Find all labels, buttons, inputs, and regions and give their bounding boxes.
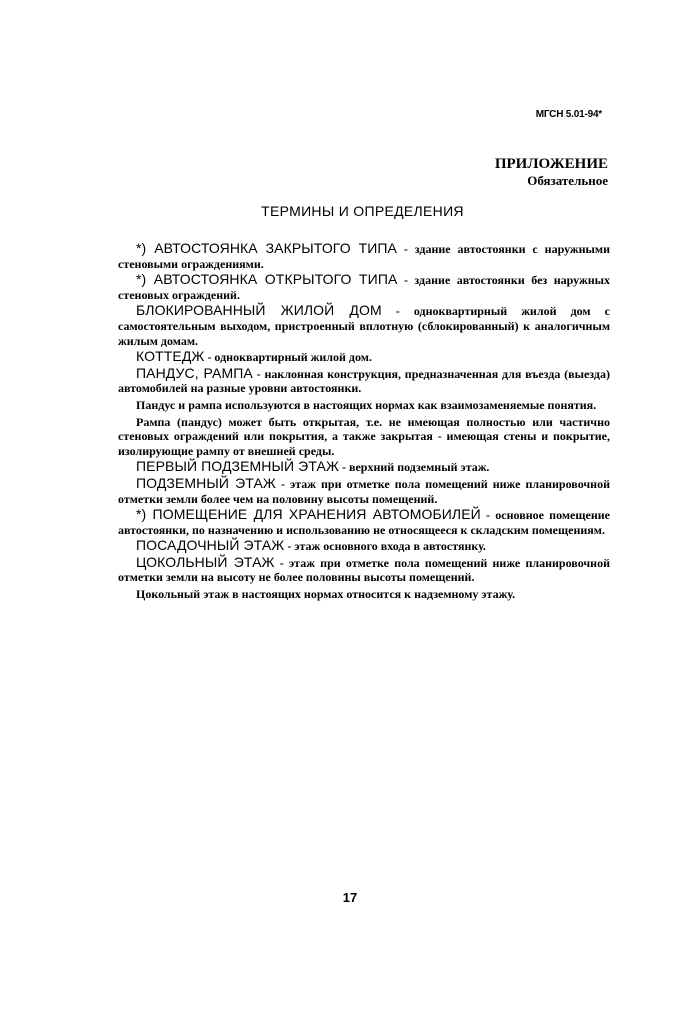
definition-text: - этаж при отметке пола помещений ниже планировочной отметки земли на высоту не более половины высоты помещений. [118,555,610,585]
definitions-body [118,241,610,603]
definition-text: - одноквартирный жилой дом. [204,350,372,365]
page-number: 17 [342,890,358,905]
definition-paragraph [118,507,610,537]
definition-paragraph [118,586,610,602]
definition-term: *) АВТОСТОЯНКА ОТКРЫТОГО ТИПА [136,271,398,288]
definition-text: - здание автостоянки без наружных стеновых ограждений. [118,273,610,302]
definition-term: *) АВТОСТОЯНКА ЗАКРЫТОГО ТИПА [136,240,397,256]
definition-paragraph [118,241,610,271]
definition-paragraph [118,459,610,475]
definition-term: БЛОКИРОВАННЫЙ ЖИЛОЙ ДОМ [136,302,382,319]
definition-paragraph [118,476,610,506]
definition-text: - одноквартирный жилой дом с самостоятельным выходом, пристроенный вплотную (сблокированный) к аналогичным жилым домам. [118,304,611,348]
appendix-subtitle: Обязательное [527,173,608,188]
definition-text: Рампа (пандус) может быть открытая, т.е. не имеющая полностью или частично стеновых ограждений или покрытия, а также закрытая - имеющая стены и покрытие, изолирующие рампу от внешней среды. [118,414,610,458]
definition-text: Пандус и рампа используются в настоящих нормах как взаимозаменяемые понятия. [136,397,597,412]
document-code: МГСН 5.01-94* [535,109,602,120]
definition-text: - основное помещение автостоянки, по назначению и использованию не относящееся к складским помещениям. [118,508,610,537]
definition-text: Цокольный этаж в настоящих нормах относится к надземному этажу. [136,587,516,602]
definition-paragraph [118,303,610,348]
section-title: ТЕРМИНЫ И ОПРЕДЕЛЕНИЯ [261,203,464,219]
definition-term: *) ПОМЕЩЕНИЕ ДЛЯ ХРАНЕНИЯ АВТОМОБИЛЕЙ [136,506,481,523]
definition-paragraph [118,414,610,459]
definition-paragraph [118,397,610,413]
definition-text: - этаж при отметке пола помещений ниже планировочной отметки земли более чем на половину высоты помещений. [118,476,610,506]
definition-paragraph [118,555,610,585]
definition-term: ПОДЗЕМНЫЙ ЭТАЖ [136,474,276,491]
definition-text: - этаж основного входа в автостянку. [284,539,486,554]
definition-term: ПЕРВЫЙ ПОДЗЕМНЫЙ ЭТАЖ [136,458,339,475]
definition-text: - наклонная конструкция, предназначенная для въезда (выезда) автомобилей на разные уровни автостоянки. [118,366,610,396]
definition-term: ПОСАДОЧНЫЙ ЭТАЖ [136,537,285,554]
definition-paragraph [118,349,610,365]
definition-paragraph [118,538,610,554]
appendix-title: ПРИЛОЖЕНИЕ [494,156,608,172]
appendix-block [495,155,608,189]
definition-text: - здание автостоянки с наружными стеновыми ограждениями. [118,242,610,271]
definition-paragraph [118,366,610,396]
definition-text: - верхний подземный этаж. [338,460,490,475]
definition-term: ЦОКОЛЬНЫЙ ЭТАЖ [136,553,275,570]
definition-term: ПАНДУС, РАМПА [136,364,253,381]
definition-paragraph [118,272,610,302]
definition-term: КОТТЕДЖ [136,348,205,365]
